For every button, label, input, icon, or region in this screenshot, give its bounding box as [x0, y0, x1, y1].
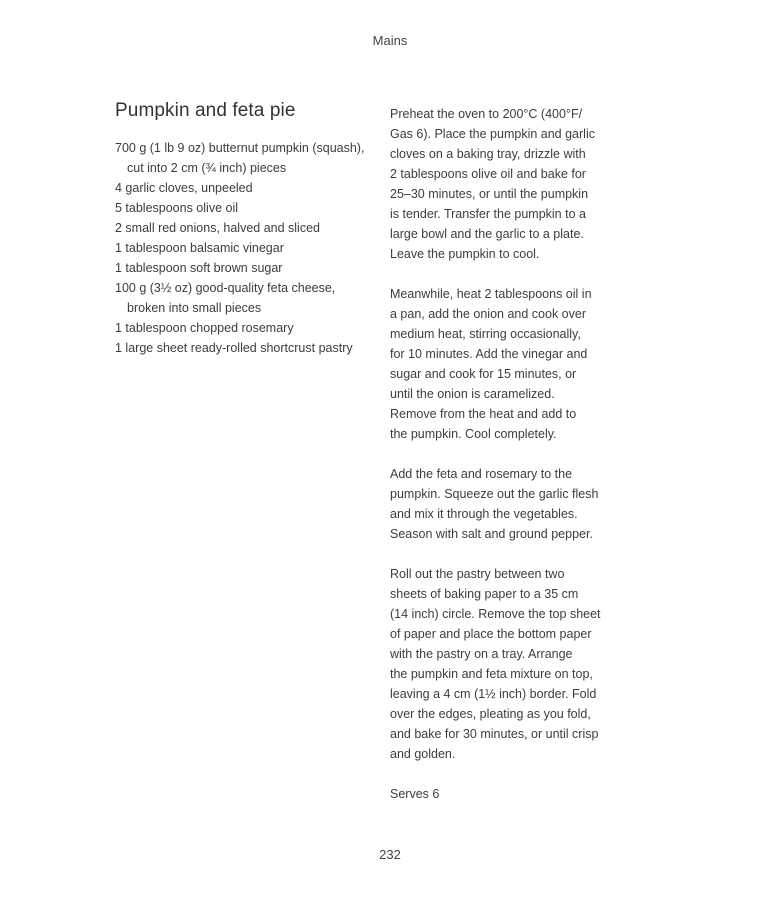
ingredient-item: 5 tablespoons olive oil	[115, 201, 238, 215]
method-step: Meanwhile, heat 2 tablespoons oil in a pan, add the onion and cook over medium heat, stirring occasionally, for 10 minutes. Add the vinegar and sugar and cook for 15 minutes, or until the onion is caramelized. Remove from the heat and add to the pumpkin. Cool completely.	[390, 287, 592, 441]
method-column	[390, 104, 652, 804]
ingredient-item: 700 g (1 lb 9 oz) butternut pumpkin (squash), cut into 2 cm (¾ inch) pieces	[115, 141, 365, 175]
ingredient-item: 1 tablespoon balsamic vinegar	[115, 241, 284, 255]
ingredient-item: 4 garlic cloves, unpeeled	[115, 181, 253, 195]
ingredients-column	[115, 100, 365, 358]
ingredient-item: 1 tablespoon chopped rosemary	[115, 321, 294, 335]
ingredient-item: 100 g (3½ oz) good-quality feta cheese, broken into small pieces	[115, 281, 336, 315]
recipe-title: Pumpkin and feta pie	[115, 100, 296, 121]
serves-note: Serves 6	[390, 787, 440, 801]
method-step: Add the feta and rosemary to the pumpkin. Squeeze out the garlic flesh and mix it through the vegetables. Season with salt and ground pepper.	[390, 467, 599, 541]
ingredient-item: 1 tablespoon soft brown sugar	[115, 261, 283, 275]
running-header: Mains	[372, 33, 408, 48]
ingredient-list	[115, 138, 365, 358]
method-step: Preheat the oven to 200°C (400°F/ Gas 6). Place the pumpkin and garlic cloves on a baking tray, drizzle with 2 tablespoons olive oil and bake for 25–30 minutes, or until the pumpkin is tender. Transfer the pumpkin to a large bowl and the garlic to a plate. Leave the pumpkin to cool.	[390, 107, 595, 261]
ingredient-item: 1 large sheet ready-rolled shortcrust pastry	[115, 341, 353, 355]
method-step: Roll out the pastry between two sheets of baking paper to a 35 cm (14 inch) circle. Remove the top sheet of paper and place the bottom paper with the pastry on a tray. Arrange the pumpkin and feta mixture on top, leaving a 4 cm (1½ inch) border. Fold over the edges, pleating as you fold, and bake for 30 minutes, or until crisp and golden.	[390, 567, 601, 761]
page-number: 232	[379, 847, 401, 862]
ingredient-item: 2 small red onions, halved and sliced	[115, 221, 320, 235]
